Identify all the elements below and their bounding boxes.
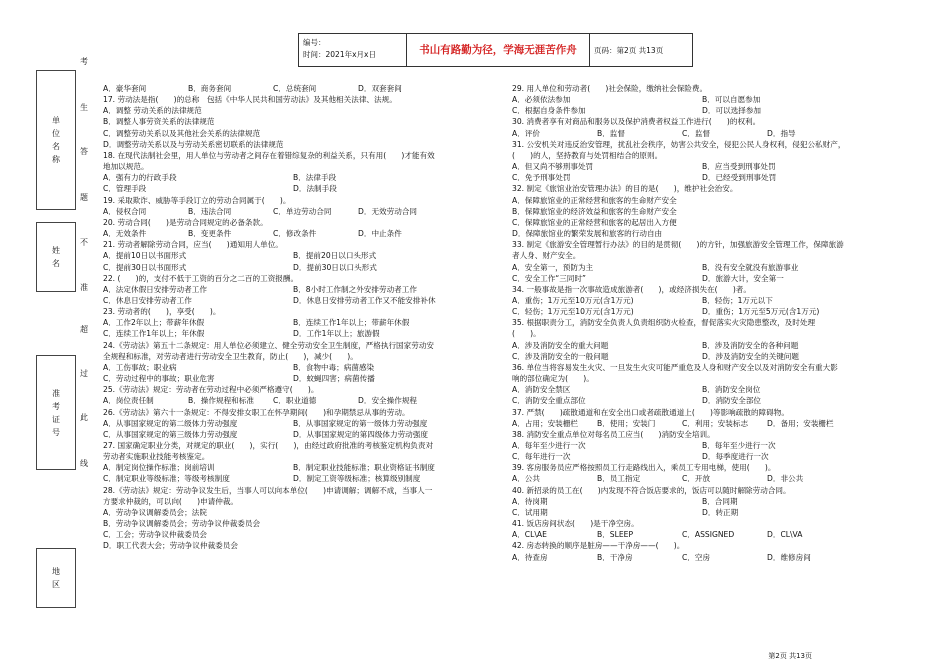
option-item: A．强有力的行政手段	[103, 173, 177, 183]
option-item: D．转正期	[702, 507, 739, 517]
question-line: 37. 严禁( )疏散通道和在安全出口或者疏散通道上( )等影响疏散的障碍物。	[512, 407, 789, 417]
option-item: D．工作1年以上；旅游假	[293, 329, 380, 339]
option-item: C．提前30日以书面形式	[103, 262, 187, 272]
option-item: B．操作规程和标准	[188, 396, 254, 406]
question-line: 40. 新招录的员工在( )内发现不符合饭店要求的，饭店可以随时解除劳动合同。	[512, 485, 791, 495]
side-name-box	[36, 222, 76, 292]
option-row	[512, 418, 842, 429]
side-label-char: 准	[52, 388, 60, 398]
option-row	[512, 340, 842, 351]
option-item: A．但又尚不够刑事处罚	[512, 162, 594, 172]
option-item: B．应当受到刑事处罚	[702, 162, 776, 172]
option-item: C．消防安全重点部位	[512, 396, 586, 406]
vertical-notice-char: 不	[80, 238, 88, 247]
option-item: B．轻伤；1万元以下	[702, 295, 773, 305]
option-item: B．涉及消防安全的各种问题	[702, 340, 799, 350]
option-row	[103, 317, 433, 328]
option-row	[512, 172, 842, 183]
question-line: 27. 国家确定职业分类，对规定的职业( )，实行( )，由经过政府批准的考核鉴定机构负责对	[103, 441, 434, 450]
option-item: C．开放	[682, 474, 711, 484]
side-label-char: 名	[52, 142, 60, 151]
option-row	[512, 128, 842, 139]
option-item: B．SLEEP	[597, 530, 634, 540]
option-item: C．利用；安装标志	[682, 418, 749, 428]
option-item: A．制定岗位操作标准；岗前培训	[103, 463, 215, 473]
vertical-notice-char: 准	[80, 283, 88, 292]
option-item: A．豪华套间	[103, 84, 147, 93]
option-row	[512, 529, 842, 540]
option-item: C．安全工作“三同时”	[512, 273, 586, 283]
option-item: B．提前20日以口头形式	[293, 251, 377, 261]
question-line: 38. 消防安全重点单位对每名员工应当( )消防安全培训。	[512, 429, 715, 439]
question-line: 20. 劳动合同( )是劳动合同规定的必备条款。	[103, 217, 268, 227]
option-row	[103, 228, 433, 239]
header-box	[298, 33, 693, 67]
question-line: 22. ( )的，支付不低于工资的百分之二百的工资报酬。	[103, 273, 299, 283]
option-item: B．监督	[597, 128, 625, 138]
option-item: A．安全第一，预防为主	[512, 262, 594, 272]
side-label-char: 称	[52, 155, 60, 164]
option-item: A．从事国家规定的第二级体力劳动强度	[103, 418, 238, 428]
option-item: B．每年至少进行一次	[702, 441, 776, 450]
option-item: C．空房	[682, 552, 711, 562]
option-item: C．单边劳动合同	[273, 206, 332, 216]
header-page: 页码：第2页 共13页	[594, 46, 664, 55]
option-item: C．总统套间	[273, 84, 317, 93]
option-item: D．中止条件	[358, 229, 402, 239]
option-item: C．轻伤；1万元至10万元(含1万元)	[512, 307, 634, 317]
option-item: B．可以自愿参加	[702, 95, 761, 105]
question-line: 者人身、财产安全。	[512, 251, 581, 261]
question-line: C．保障旅馆业的正常经营和旅客的起居出入方便	[512, 217, 677, 227]
option-item: B．合同期	[702, 496, 738, 506]
question-line: ( )的人，坚持教育与处罚相结合的原则。	[512, 150, 663, 160]
option-item: B．连续工作1年以上；带薪年休假	[293, 318, 410, 328]
option-row	[103, 429, 433, 440]
option-item: B．没有安全就没有旅游事业	[702, 262, 799, 272]
option-row	[512, 451, 842, 462]
option-item: D．双套套间	[358, 84, 402, 93]
option-row	[512, 94, 842, 105]
question-line: ( )。	[512, 329, 541, 339]
option-row	[103, 172, 433, 183]
option-row	[512, 473, 842, 484]
question-line: A．保障旅馆业的正常经营和旅客的生命财产安全	[512, 195, 677, 205]
option-item: A．待岗期	[512, 496, 548, 506]
side-label-char: 名	[52, 259, 60, 268]
question-line: 36. 单位当将容易发生火灾、一旦发生火灾可能严重危及人身和财产安全以及对消防安全有重大影	[512, 362, 838, 372]
question-line: D．职工代表大会；劳动争议仲裁委员会	[103, 541, 238, 551]
option-item: D．已经受到刑事处罚	[702, 173, 777, 183]
question-line: C．调整劳动关系以及其他社会关系的法律规范	[103, 128, 261, 138]
option-item: B．8小时工作制之外安排劳动者工作	[293, 284, 417, 294]
option-item: C．劳动过程中的事故；职业危害	[103, 374, 215, 384]
question-line: 34. 一般事故是指一次事故造成旅游者( )，或经济损失在( )者。	[512, 284, 751, 294]
option-item: B．商务套间	[188, 84, 232, 93]
option-item: A．工伤事故；职业病	[103, 362, 177, 372]
side-label-char: 证	[52, 414, 60, 424]
question-line: 方要求仲裁的，可以向( )申请仲裁。	[103, 496, 239, 506]
option-item: B．食物中毒；病菌感染	[293, 362, 375, 372]
question-line: 29. 用人单位和劳动者( )社会保险，缴纳社会保险费。	[512, 84, 708, 93]
option-item: B．使用；安装门	[597, 418, 656, 428]
option-item: A．重伤；1万元至10万元(含1万元)	[512, 295, 634, 305]
side-area-box	[36, 548, 76, 608]
side-unit-box	[36, 70, 76, 210]
option-item: D．法制手段	[293, 184, 337, 194]
vertical-notice-char: 题	[80, 193, 88, 202]
option-row	[103, 284, 433, 295]
option-item: A．提前10日以书面形式	[103, 251, 187, 261]
right-column	[512, 83, 846, 563]
option-item: C．制定职业等级标准；等级考核制度	[103, 474, 230, 484]
option-row	[103, 328, 433, 339]
option-item: A．必须依法参加	[512, 95, 571, 105]
question-line: 41. 饭店房间状态( )是干净空房。	[512, 519, 639, 529]
question-line: 32. 制定《旅馆业治安管理办法》的目的是( )，维护社会治安。	[512, 184, 738, 194]
question-line: 18. 在现代法制社会里，用人单位与劳动者之间存在着错综复杂的利益关系，只有用( )才能有效	[103, 150, 435, 160]
option-item: A．岗位责任制	[103, 396, 154, 406]
option-row	[512, 351, 842, 362]
question-line: B．保障旅馆业的经济效益和旅客的生命财产安全	[512, 206, 677, 216]
option-item: C．连续工作1年以上；年休假	[103, 329, 205, 339]
option-item: D．制定工资等级标准；核算级别制度	[293, 474, 421, 484]
option-row	[103, 418, 433, 429]
question-line: 26.《劳动法》第六十一条规定：不得安排女职工在怀孕期间( )和孕期禁忌从事的劳动。	[103, 407, 410, 417]
option-item: B．从事国家规定的第一级体力劳动强度	[293, 418, 428, 428]
question-line: 42. 房态转换的顺序是脏房——干净房——( )。	[512, 541, 685, 551]
option-row	[512, 395, 842, 406]
option-item: B．制定职业技能标准；职业资格证书制度	[293, 463, 435, 473]
vertical-notice-char: 生	[80, 103, 88, 112]
option-item: D．消防安全部位	[702, 396, 762, 406]
option-item: C．从事国家规定的第三级体力劳动强度	[103, 429, 238, 439]
option-row	[512, 295, 842, 306]
question-line: 28.《劳动法》规定：劳动争议发生后，当事人可以向本单位( )申请调解；调解不成，当事人一	[103, 485, 433, 495]
option-item: D．无效劳动合同	[358, 206, 418, 216]
question-line: 24.《劳动法》第五十二条规定：用人单位必须建立、健全劳动安全卫生制度，严格执行国家劳动安	[103, 340, 435, 350]
question-line: 响的部位确定为( )。	[512, 374, 594, 384]
option-item: D．可以选择参加	[702, 106, 762, 116]
option-item: C．试用期	[512, 507, 548, 517]
question-line: 全规程和标准，对劳动者进行劳动安全卫生教育，防止( )，减少( )。	[103, 351, 358, 361]
question-line: 劳动者实施职业技能考核鉴定。	[103, 452, 210, 462]
option-item: A．法定休假日安排劳动者工作	[103, 284, 207, 294]
header-meta	[299, 34, 407, 66]
question-line: 19. 采取欺诈、威胁等手段订立的劳动合同属于( )。	[103, 195, 291, 205]
option-row	[103, 462, 433, 473]
option-row	[512, 161, 842, 172]
option-item: B．干净房	[597, 552, 633, 562]
vertical-notice-char: 线	[80, 459, 88, 468]
option-item: D．提前30日以口头形式	[293, 262, 377, 272]
vertical-notice-char: 此	[80, 413, 88, 422]
option-row	[103, 473, 433, 484]
question-line: D．调整劳动关系以及与劳动关系密切联系的法律规范	[103, 139, 284, 149]
footer-page: 第2页 共13页	[768, 652, 812, 660]
option-item: C．涉及消防安全的一般问题	[512, 351, 609, 361]
vertical-notice-char: 考	[80, 57, 88, 66]
option-item: D．每季度进行一次	[702, 452, 769, 462]
option-item: A．待查房	[512, 552, 548, 562]
option-item: D．休息日安排劳动者工作又不能安排补休	[293, 295, 436, 305]
option-row	[512, 262, 842, 273]
option-row	[103, 362, 433, 373]
question-line: C．工会；劳动争议仲裁委员会	[103, 530, 208, 540]
question-line: 地加以规范。	[103, 162, 149, 172]
option-item: D．涉及消防安全的关键问题	[702, 351, 799, 361]
option-row	[512, 105, 842, 116]
header-motto: 书山有路勤为径，学海无涯苦作舟	[407, 34, 590, 66]
option-item: D．重伤；1万元至5万元(含1万元)	[702, 307, 820, 317]
option-item: A．工作2年以上；带薪年休假	[103, 318, 205, 328]
side-label-char: 位	[52, 129, 60, 138]
option-item: D．旅游大计，安全第一	[702, 273, 784, 283]
header-date: 时间：2021年x月x日	[303, 50, 376, 59]
side-cert-box	[36, 355, 76, 470]
option-item: A．占用；安装栅栏	[512, 418, 578, 428]
option-item: A．评价	[512, 128, 540, 138]
question-line: 33. 制定《旅游安全管理暂行办法》的目的是贯彻( )的方针，加强旅游安全管理工作，保障旅游	[512, 240, 844, 250]
question-line: 35. 根据职责分工，消防安全负责人负责组织防火检查，督促落实火灾隐患整改，及时处理	[512, 318, 816, 328]
question-line: 25.《劳动法》规定：劳动者在劳动过程中必须严格遵守( )。	[103, 385, 319, 395]
option-item: A．无效条件	[103, 229, 147, 239]
option-item: B．法律手段	[293, 173, 337, 183]
option-item: D．备用；安装栅栏	[767, 418, 834, 428]
option-item: A．每年至少进行一次	[512, 441, 586, 450]
header-number: 编号：	[303, 38, 326, 47]
side-label-char: 考	[52, 401, 60, 411]
option-row	[512, 306, 842, 317]
side-label-char: 单	[52, 116, 60, 125]
option-row	[512, 273, 842, 284]
option-item: A．公共	[512, 474, 540, 484]
option-row	[103, 295, 436, 306]
option-item: B．员工指定	[597, 474, 641, 484]
option-row	[103, 395, 433, 406]
vertical-notice-char: 过	[80, 369, 88, 378]
question-line: 30. 消费者享有对商品和服务以及保护消费者权益工作进行( )的权利。	[512, 117, 761, 127]
option-item: B．消防安全岗位	[702, 385, 761, 395]
option-item: C．修改条件	[273, 229, 317, 239]
question-line: B．调整人事劳资关系的法律规范	[103, 117, 215, 127]
question-line: 39. 客房服务员应严格按照员工行走路线出入，乘员工专用电梯，使用( )。	[512, 463, 776, 473]
option-row	[103, 373, 433, 384]
option-item: D．非公共	[767, 474, 804, 484]
side-label-char: 区	[52, 580, 60, 589]
option-item: C．管理手段	[103, 184, 147, 194]
option-item: A．侵权合同	[103, 206, 147, 216]
option-item: D．从事国家规定的第四级体力劳动强度	[293, 429, 428, 439]
option-row	[512, 507, 842, 518]
option-item: C．免予刑事处罚	[512, 173, 571, 183]
side-label-char: 地	[52, 567, 60, 576]
option-row	[103, 262, 433, 273]
left-column	[103, 83, 436, 552]
option-item: D．维修房间	[767, 552, 811, 562]
question-line: 17. 劳动法是指( )的总称 包括《中华人民共和国劳动法》及其他相关法律、法规。	[103, 95, 397, 105]
option-row	[512, 552, 842, 563]
question-line: A．劳动争议调解委员会；法院	[103, 507, 207, 517]
option-item: B．违法合同	[188, 206, 232, 216]
option-item: C．休息日安排劳动者工作	[103, 295, 192, 305]
option-item: D．蚊蝇四害；病菌传播	[293, 374, 375, 384]
option-item: A．涉及消防安全的重大问题	[512, 340, 609, 350]
option-item: A．消防安全禁区	[512, 385, 571, 395]
question-line: A．调整 劳动关系的法律规范	[103, 106, 202, 116]
option-row	[512, 496, 842, 507]
option-row	[103, 206, 433, 217]
question-line: D．保障旅馆业的繁荣发展和旅客的行动自由	[512, 229, 663, 239]
option-item: D．指导	[767, 128, 796, 138]
option-item: C．根据自身条件参加	[512, 106, 586, 116]
option-item: B．变更条件	[188, 229, 232, 239]
option-row	[103, 183, 433, 194]
question-line: 23. 劳动者的( )，享受( )。	[103, 307, 221, 317]
option-row	[103, 83, 433, 94]
option-item: A．CL\AE	[512, 530, 547, 540]
option-item: C．监督	[682, 128, 711, 138]
option-item: C．ASSIGNED	[682, 530, 735, 540]
option-row	[512, 384, 842, 395]
question-line: B．劳动争议调解委员会；劳动争议仲裁委员会	[103, 519, 261, 529]
option-item: C．职业道德	[273, 396, 317, 406]
vertical-notice-char: 答	[80, 147, 88, 156]
option-item: D．安全操作规程	[358, 396, 418, 406]
option-item: C．每年进行一次	[512, 452, 571, 462]
side-label-char: 号	[52, 427, 60, 437]
option-row	[512, 440, 842, 451]
option-item: D．CL\VA	[767, 530, 803, 540]
question-line: 21. 劳动者解除劳动合同，应当( )通知用人单位。	[103, 240, 283, 250]
side-label-char: 姓	[52, 246, 60, 255]
question-line: 31. 公安机关对违反治安管理，扰乱社会秩序，妨害公共安全，侵犯公民人身权利，侵犯公私财产，	[512, 139, 846, 149]
vertical-notice-char: 超	[80, 325, 88, 334]
option-row	[103, 250, 433, 261]
